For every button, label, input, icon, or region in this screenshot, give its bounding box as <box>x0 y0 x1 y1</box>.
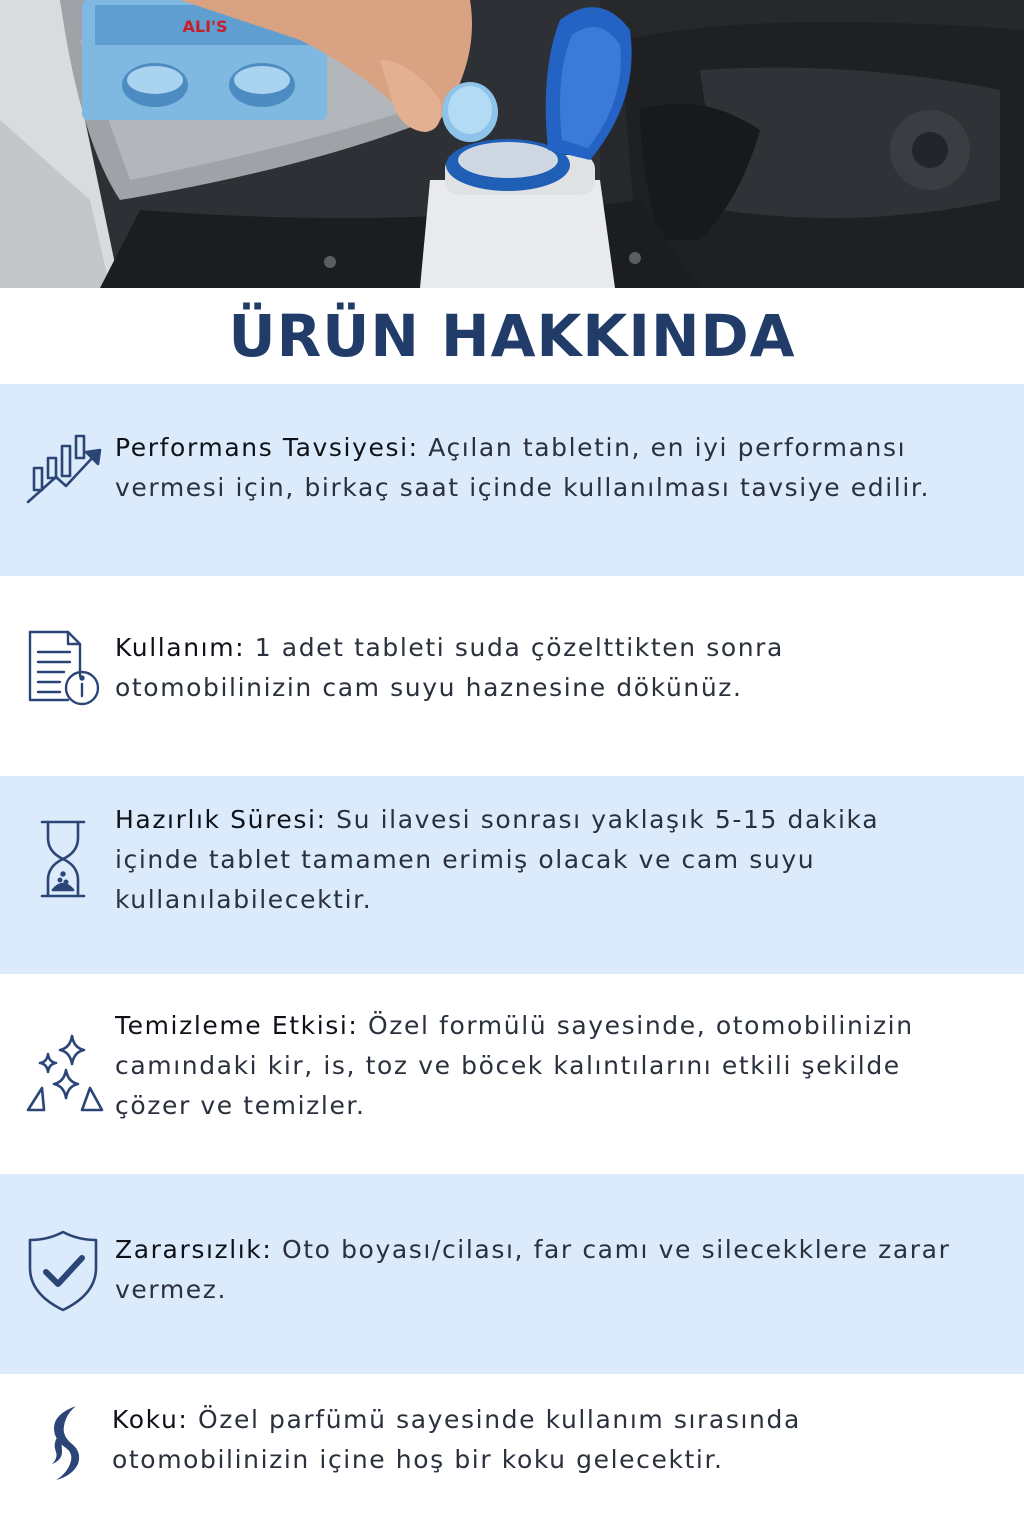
hourglass-icon <box>20 816 106 902</box>
section-text <box>115 1230 964 1310</box>
section-performance <box>0 384 1024 576</box>
sparkle-clean-icon <box>20 1030 106 1116</box>
section-label: Performans Tavsiyesi: <box>115 433 419 462</box>
section-label: Zararsızlık: <box>115 1235 273 1264</box>
section-harmless <box>0 1174 1024 1374</box>
shield-check-icon <box>20 1228 106 1314</box>
section-label: Kullanım: <box>115 633 246 662</box>
growth-chart-icon <box>20 422 106 508</box>
svg-text:ALI'S: ALI'S <box>182 17 228 36</box>
section-text <box>115 628 964 708</box>
section-text <box>115 1006 964 1126</box>
section-label: Temizleme Etkisi: <box>115 1011 359 1040</box>
section-scent <box>0 1374 1024 1536</box>
section-text <box>115 428 964 508</box>
section-body: Açılan tabletin, en iyi performansı vermesi için, birkaç saat içinde kullanılması tavsiye edilir. <box>115 433 930 502</box>
section-preparation <box>0 776 1024 974</box>
section-body: Su ilavesi sonrası yaklaşık 5-15 dakika içinde tablet tamamen erimiş olacak ve cam suyu kullanılabilecektir. <box>115 805 880 914</box>
page-title: ÜRÜN HAKKINDA <box>228 302 796 370</box>
heading-area <box>0 288 1024 384</box>
scent-swirl-icon <box>20 1400 106 1486</box>
section-usage <box>0 576 1024 776</box>
section-cleaning <box>0 974 1024 1174</box>
document-info-icon <box>20 626 106 712</box>
section-body: 1 adet tableti suda çözelttikten sonra otomobilinizin cam suyu haznesine dökünüz. <box>115 633 784 702</box>
section-body: Özel parfümü sayesinde kullanım sırasında otomobilinizin içine hoş bir koku gelecektir. <box>112 1405 801 1474</box>
section-body: Özel formülü sayesinde, otomobilinizin camındaki kir, is, toz ve böcek kalıntılarını etkili şekilde çözer ve temizler. <box>115 1011 914 1120</box>
section-body: Oto boyası/cilası, far camı ve silecekklere zarar vermez. <box>115 1235 951 1304</box>
section-text <box>112 1400 994 1480</box>
section-label: Koku: <box>112 1405 189 1434</box>
product-photo <box>0 0 1024 288</box>
section-text <box>115 800 964 920</box>
section-label: Hazırlık Süresi: <box>115 805 327 834</box>
